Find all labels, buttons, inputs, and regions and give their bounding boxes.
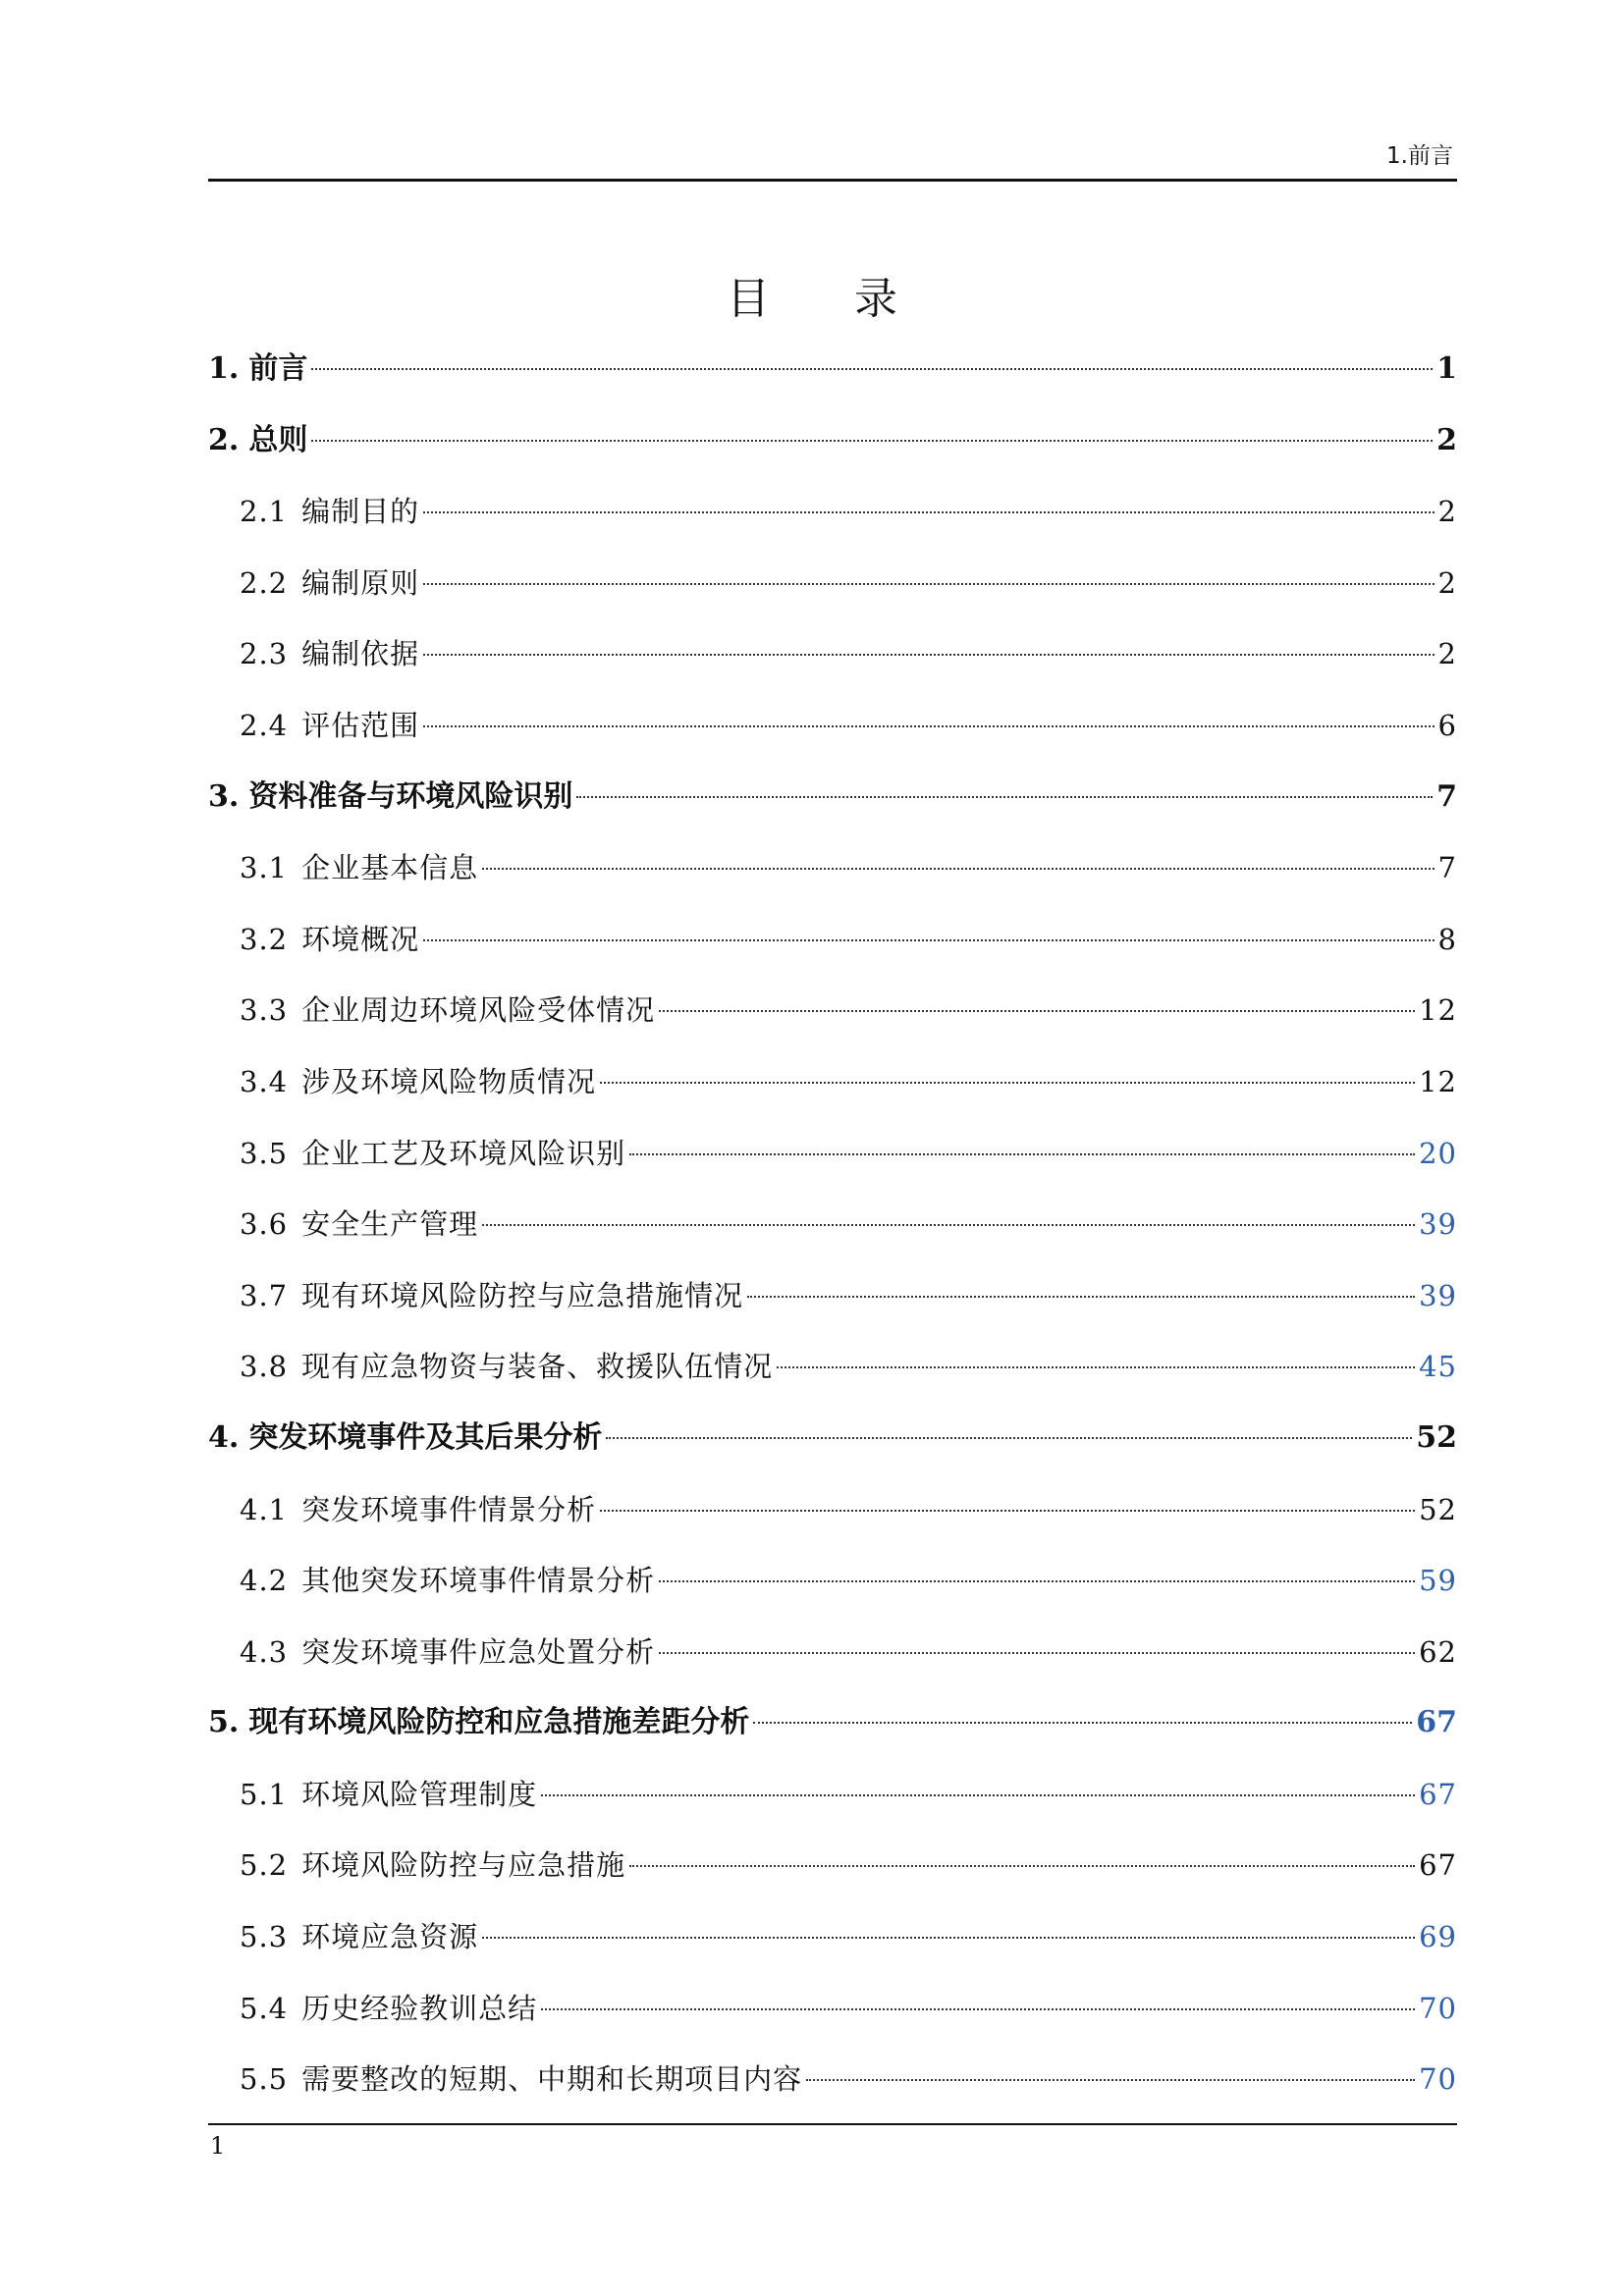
toc-entry-label: 需要整改的短期、中期和长期项目内容 — [301, 2062, 803, 2097]
toc-entry-number: 3.1 — [240, 851, 289, 885]
toc-section-entry[interactable] — [208, 1189, 1457, 1260]
toc-dot-leader — [747, 1296, 1415, 1298]
toc-entry-page: 12 — [1419, 993, 1457, 1028]
toc-entry-number: 2.2 — [240, 565, 289, 600]
toc-dot-leader — [659, 1652, 1415, 1654]
toc-entry-label: 现有环境风险防控和应急措施差距分析 — [248, 1705, 750, 1740]
toc-entry-page[interactable]: 67 — [1416, 1705, 1457, 1740]
toc-dot-leader — [541, 2008, 1415, 2010]
toc-entry-label: 前言 — [248, 351, 308, 386]
toc-entry-number: 3.3 — [240, 993, 289, 1028]
toc-entry-number: 5.1 — [240, 1777, 289, 1811]
toc-entry-label: 现有环境风险防控与应急措施情况 — [301, 1278, 744, 1312]
toc-chapter-entry[interactable] — [208, 405, 1457, 477]
toc-entry-number: 2.4 — [240, 708, 289, 742]
toc-chapter-entry[interactable] — [208, 762, 1457, 833]
toc-section-entry[interactable] — [208, 1901, 1457, 1973]
toc-entry-page: 7 — [1436, 778, 1457, 814]
toc-section-entry[interactable] — [208, 975, 1457, 1046]
toc-dot-leader — [482, 1224, 1415, 1226]
toc-dot-leader — [600, 1082, 1415, 1084]
toc-dot-leader — [753, 1722, 1412, 1724]
toc-entry-label: 编制目的 — [301, 495, 420, 529]
toc-entry-number: 4.3 — [240, 1634, 289, 1669]
toc-entry-number: 5. — [208, 1705, 240, 1740]
toc-entry-label: 总则 — [248, 422, 308, 457]
toc-entry-page: 2 — [1437, 495, 1457, 529]
toc-entry-page[interactable]: 70 — [1419, 1991, 1457, 2025]
toc-entry-number: 3.4 — [240, 1064, 289, 1098]
toc-entry-page: 52 — [1419, 1492, 1457, 1526]
toc-entry-page[interactable]: 20 — [1419, 1136, 1457, 1170]
toc-section-entry[interactable] — [208, 2044, 1457, 2115]
toc-entry-number: 4. — [208, 1419, 240, 1455]
toc-entry-number: 2. — [208, 422, 240, 457]
toc-entry-page: 2 — [1437, 637, 1457, 671]
page-number: 1 — [210, 2132, 226, 2160]
toc-entry-label: 历史经验教训总结 — [301, 1991, 538, 2025]
toc-entry-label: 企业基本信息 — [301, 851, 479, 885]
toc-dot-leader — [629, 1153, 1415, 1155]
toc-entry-label: 环境风险管理制度 — [301, 1777, 538, 1811]
toc-entry-number: 5.4 — [240, 1991, 289, 2025]
table-of-contents — [208, 334, 1457, 2115]
toc-dot-leader — [600, 1510, 1415, 1512]
toc-entry-page[interactable]: 69 — [1419, 1920, 1457, 1954]
toc-entry-label: 突发环境事件应急处置分析 — [301, 1634, 656, 1669]
toc-dot-leader — [311, 368, 1433, 370]
toc-entry-page: 2 — [1436, 422, 1457, 457]
toc-section-entry[interactable] — [208, 1260, 1457, 1332]
toc-entry-number: 3.2 — [240, 922, 289, 956]
toc-chapter-entry[interactable] — [208, 334, 1457, 405]
toc-section-entry[interactable] — [208, 1118, 1457, 1190]
toc-entry-label: 其他突发环境事件情景分析 — [301, 1564, 656, 1598]
toc-dot-leader — [423, 654, 1434, 656]
toc-dot-leader — [311, 440, 1433, 442]
toc-entry-number: 5.2 — [240, 1848, 289, 1883]
toc-dot-leader — [659, 1580, 1415, 1582]
toc-entry-number: 3.6 — [240, 1207, 289, 1242]
toc-dot-leader — [629, 1865, 1415, 1867]
toc-entry-label: 突发环境事件情景分析 — [301, 1492, 597, 1526]
toc-entry-number: 3. — [208, 778, 240, 814]
toc-dot-leader — [423, 939, 1434, 941]
toc-entry-page: 52 — [1416, 1419, 1457, 1455]
toc-section-entry[interactable] — [208, 832, 1457, 904]
toc-dot-leader — [777, 1366, 1415, 1368]
toc-section-entry[interactable] — [208, 476, 1457, 548]
toc-section-entry[interactable] — [208, 690, 1457, 762]
toc-entry-page: 7 — [1437, 851, 1457, 885]
toc-entry-number: 4.2 — [240, 1564, 289, 1598]
toc-entry-number: 4.1 — [240, 1492, 289, 1526]
toc-entry-label: 企业周边环境风险受体情况 — [301, 993, 656, 1028]
toc-dot-leader — [423, 583, 1434, 585]
toc-entry-label: 突发环境事件及其后果分析 — [248, 1419, 603, 1455]
toc-section-entry[interactable] — [208, 618, 1457, 690]
toc-entry-number: 1. — [208, 351, 240, 386]
toc-section-entry[interactable] — [208, 1046, 1457, 1118]
toc-dot-leader — [423, 725, 1434, 727]
toc-section-entry[interactable] — [208, 1331, 1457, 1403]
toc-dot-leader — [659, 1010, 1415, 1012]
toc-entry-page: 62 — [1419, 1634, 1457, 1669]
toc-entry-number: 2.3 — [240, 637, 289, 671]
toc-entry-page[interactable]: 67 — [1419, 1777, 1457, 1811]
toc-entry-label: 环境概况 — [301, 922, 420, 956]
toc-section-entry[interactable] — [208, 1617, 1457, 1688]
toc-entry-label: 企业工艺及环境风险识别 — [301, 1136, 626, 1170]
toc-entry-page: 8 — [1437, 922, 1457, 956]
toc-entry-number: 3.8 — [240, 1350, 289, 1384]
toc-entry-page: 2 — [1437, 565, 1457, 600]
toc-entry-label: 资料准备与环境风险识别 — [248, 778, 573, 814]
toc-entry-label: 评估范围 — [301, 708, 420, 742]
toc-entry-number: 5.3 — [240, 1920, 289, 1954]
toc-entry-label: 环境风险防控与应急措施 — [301, 1848, 626, 1883]
toc-entry-page: 6 — [1437, 708, 1457, 742]
toc-entry-label: 安全生产管理 — [301, 1207, 479, 1242]
toc-entry-page[interactable]: 39 — [1419, 1278, 1457, 1312]
header-rule — [208, 179, 1457, 182]
toc-entry-page[interactable]: 70 — [1419, 2062, 1457, 2097]
toc-entry-number: 3.5 — [240, 1136, 289, 1170]
toc-section-entry[interactable] — [208, 1973, 1457, 2045]
toc-entry-label: 编制依据 — [301, 637, 420, 671]
toc-dot-leader — [423, 511, 1434, 513]
toc-title: 目 录 — [727, 274, 933, 324]
toc-dot-leader — [576, 796, 1433, 798]
toc-section-entry[interactable] — [208, 548, 1457, 619]
running-header: 1.前言 — [1386, 143, 1453, 169]
toc-entry-number: 2.1 — [240, 495, 289, 529]
toc-entry-label: 涉及环境风险物质情况 — [301, 1064, 597, 1098]
toc-entry-page: 12 — [1419, 1064, 1457, 1098]
toc-section-entry[interactable] — [208, 1830, 1457, 1901]
toc-entry-page[interactable]: 59 — [1419, 1564, 1457, 1598]
toc-dot-leader — [806, 2079, 1415, 2081]
toc-section-entry[interactable] — [208, 1474, 1457, 1546]
toc-entry-page: 1 — [1436, 351, 1457, 386]
toc-entry-page[interactable]: 39 — [1419, 1207, 1457, 1242]
toc-dot-leader — [482, 1937, 1415, 1939]
toc-section-entry[interactable] — [208, 1545, 1457, 1617]
toc-dot-leader — [606, 1437, 1412, 1439]
toc-dot-leader — [541, 1794, 1415, 1796]
toc-entry-page[interactable]: 45 — [1419, 1350, 1457, 1384]
toc-entry-label: 现有应急物资与装备、救援队伍情况 — [301, 1350, 774, 1384]
toc-entry-label: 编制原则 — [301, 565, 420, 600]
toc-entry-number: 3.7 — [240, 1278, 289, 1312]
toc-chapter-entry[interactable] — [208, 1687, 1457, 1759]
toc-entry-label: 环境应急资源 — [301, 1920, 479, 1954]
toc-dot-leader — [482, 868, 1434, 870]
footer-rule — [208, 2123, 1457, 2125]
toc-entry-number: 5.5 — [240, 2062, 289, 2097]
toc-section-entry[interactable] — [208, 1759, 1457, 1831]
toc-section-entry[interactable] — [208, 904, 1457, 976]
toc-entry-page: 67 — [1419, 1848, 1457, 1883]
toc-chapter-entry[interactable] — [208, 1403, 1457, 1474]
